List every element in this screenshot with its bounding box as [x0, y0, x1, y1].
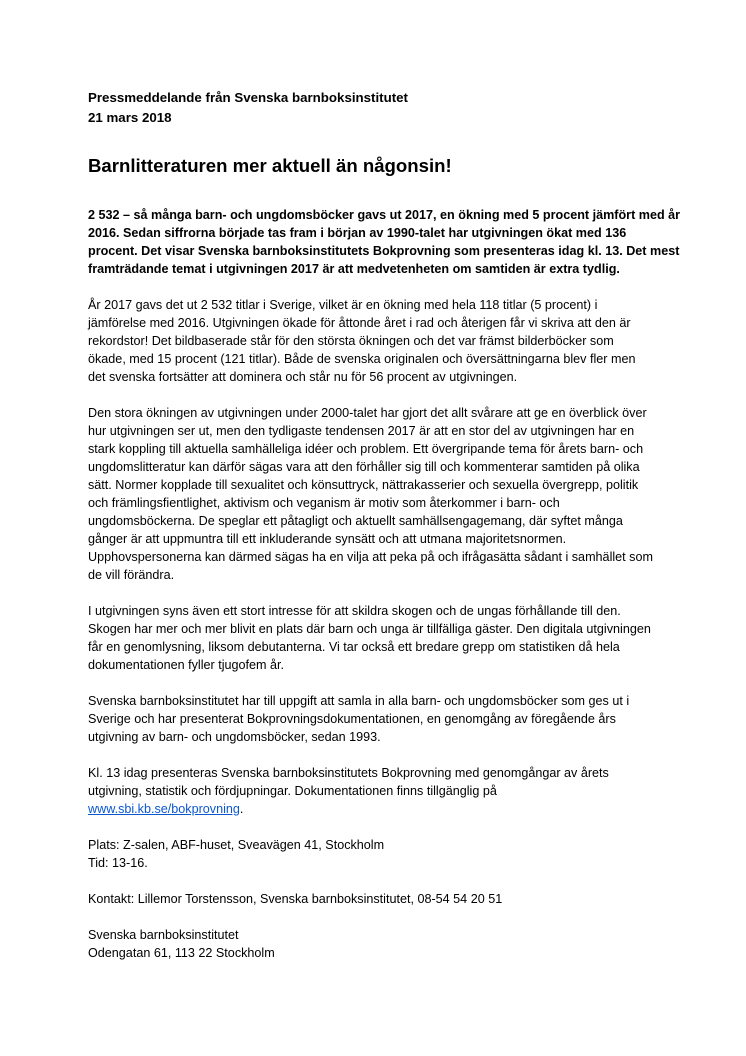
press-release-page — [88, 88, 681, 962]
body-line: sätt. Normer kopplade till sexualitet och könsuttryck, nättrakasserier och sexuella övergrepp, politik — [88, 478, 639, 492]
body-line: utgivning av barn- och ungdomsböcker, sedan 1993. — [88, 730, 381, 744]
lead-line: 2016. Sedan siffrorna började tas fram i början av 1990-talet har utgivningen ökat med 136 — [88, 226, 627, 240]
body-line: rekordstor! Det bildbaserade står för den största ökningen och det var främst bilderböcker som — [88, 334, 614, 348]
body-line: År 2017 gavs det ut 2 532 titlar i Sverige, vilket är en ökning med hela 118 titlar (5 procent) i — [88, 298, 598, 312]
body-line: de vill förändra. — [88, 568, 175, 582]
press-release-source: Pressmeddelande från Svenska barnboksinstitutet — [88, 90, 408, 105]
body-line: Svenska barnboksinstitutet har till uppgift att samla in alla barn- och ungdomsböcker som ges ut i — [88, 694, 630, 708]
body-line: stark koppling till aktuella samhälleliga idéer och problem. Ett övergripande tema för årets barn- och — [88, 442, 644, 456]
lead-line: 2 532 – så många barn- och ungdomsböcker gavs ut 2017, en ökning med 5 procent jämfört med år — [88, 208, 681, 222]
lead-line: framträdande temat i utgivningen 2017 är att medvetenheten om samtiden är extra tydlig. — [88, 262, 620, 276]
body-line: Sverige och har presenterat Bokprovningsdokumentationen, en genomgång av föregående års — [88, 712, 616, 726]
body-line: hur utgivningen ser ut, men den tydligaste tendensen 2017 är att en stor del av utgivningen har en — [88, 424, 635, 438]
presentation-paragraph — [88, 764, 668, 818]
lead-line: procent. Det visar Svenska barnboksinstitutets Bokprovning som presenteras idag kl. 13. Det mest — [88, 244, 680, 258]
address-org: Svenska barnboksinstitutet — [88, 928, 239, 942]
body-line: jämförelse med 2016. Utgivningen ökade för åttonde året i rad och återigen får vi skriva att den är — [88, 316, 631, 330]
lead-paragraph — [88, 206, 681, 278]
link-suffix: . — [239, 802, 244, 816]
contact-line — [88, 890, 668, 908]
body-line: Upphovspersonerna kan därmed sägas ha en vilja att peka på och ifrågasätta sådant i samhället som — [88, 550, 653, 564]
body-paragraph-forest — [88, 602, 668, 674]
event-time: Tid: 13-16. — [88, 856, 148, 870]
body-paragraph-themes — [88, 404, 668, 584]
body-line: I utgivningen syns även ett stort intresse för att skildra skogen och de ungas förhållande till den. — [88, 604, 621, 618]
body-paragraph-mission — [88, 692, 668, 746]
body-line: ungdomslitteratur kan därför sägas vara att den förhåller sig till och kommenterar samtiden på olika — [88, 460, 640, 474]
body-line: Den stora ökningen av utgivningen under 2000-talet har gjort det allt svårare att ge en överblick över — [88, 406, 647, 420]
address-block — [88, 926, 668, 962]
link-line — [88, 800, 668, 818]
body-paragraph-statistics — [88, 296, 668, 386]
address-street: Odengatan 61, 113 22 Stockholm — [88, 946, 275, 960]
body-line: Skogen har mer och mer blivit en plats där barn och unga är tillfälliga gäster. Den digitala utgivningen — [88, 622, 651, 636]
bokprovning-link[interactable]: www.sbi.kb.se/bokprovning — [88, 802, 240, 816]
body-line: Kl. 13 idag presenteras Svenska barnboksinstitutets Bokprovning med genomgångar av årets — [88, 766, 609, 780]
page-title: Barnlitteraturen mer aktuell än någonsin! — [88, 155, 452, 176]
event-details — [88, 836, 668, 872]
press-release-date: 21 mars 2018 — [88, 110, 172, 125]
body-line: gånger är att uppmuntra till ett inkluderande synsätt och att utmana majoritetsnormen. — [88, 532, 567, 546]
body-line: och främlingsfientlighet, aktivism och veganism är motiv som återkommer i barn- och — [88, 496, 560, 510]
body-line: utgivning, statistik och fördjupningar. Dokumentationen finns tillgänglig på — [88, 784, 497, 798]
body-line: ungdomsböckerna. De speglar ett påtagligt och aktuellt samhällsengagemang, där syftet många — [88, 514, 623, 528]
body-line: det svenska fortsätter att dominera och står nu för 56 procent av utgivningen. — [88, 370, 518, 384]
body-line: dokumentationen fyller tjugofem år. — [88, 658, 285, 672]
body-line: ökade, med 15 procent (121 titlar). Både de svenska originalen och översättningarna blev fler men — [88, 352, 636, 366]
event-place: Plats: Z-salen, ABF-huset, Sveavägen 41, Stockholm — [88, 838, 385, 852]
body-line: får en genomlysning, liksom debutanterna. Vi tar också ett bredare grepp om statistiken då hela — [88, 640, 620, 654]
contact-text: Kontakt: Lillemor Torstensson, Svenska barnboksinstitutet, 08-54 54 20 51 — [88, 892, 503, 906]
